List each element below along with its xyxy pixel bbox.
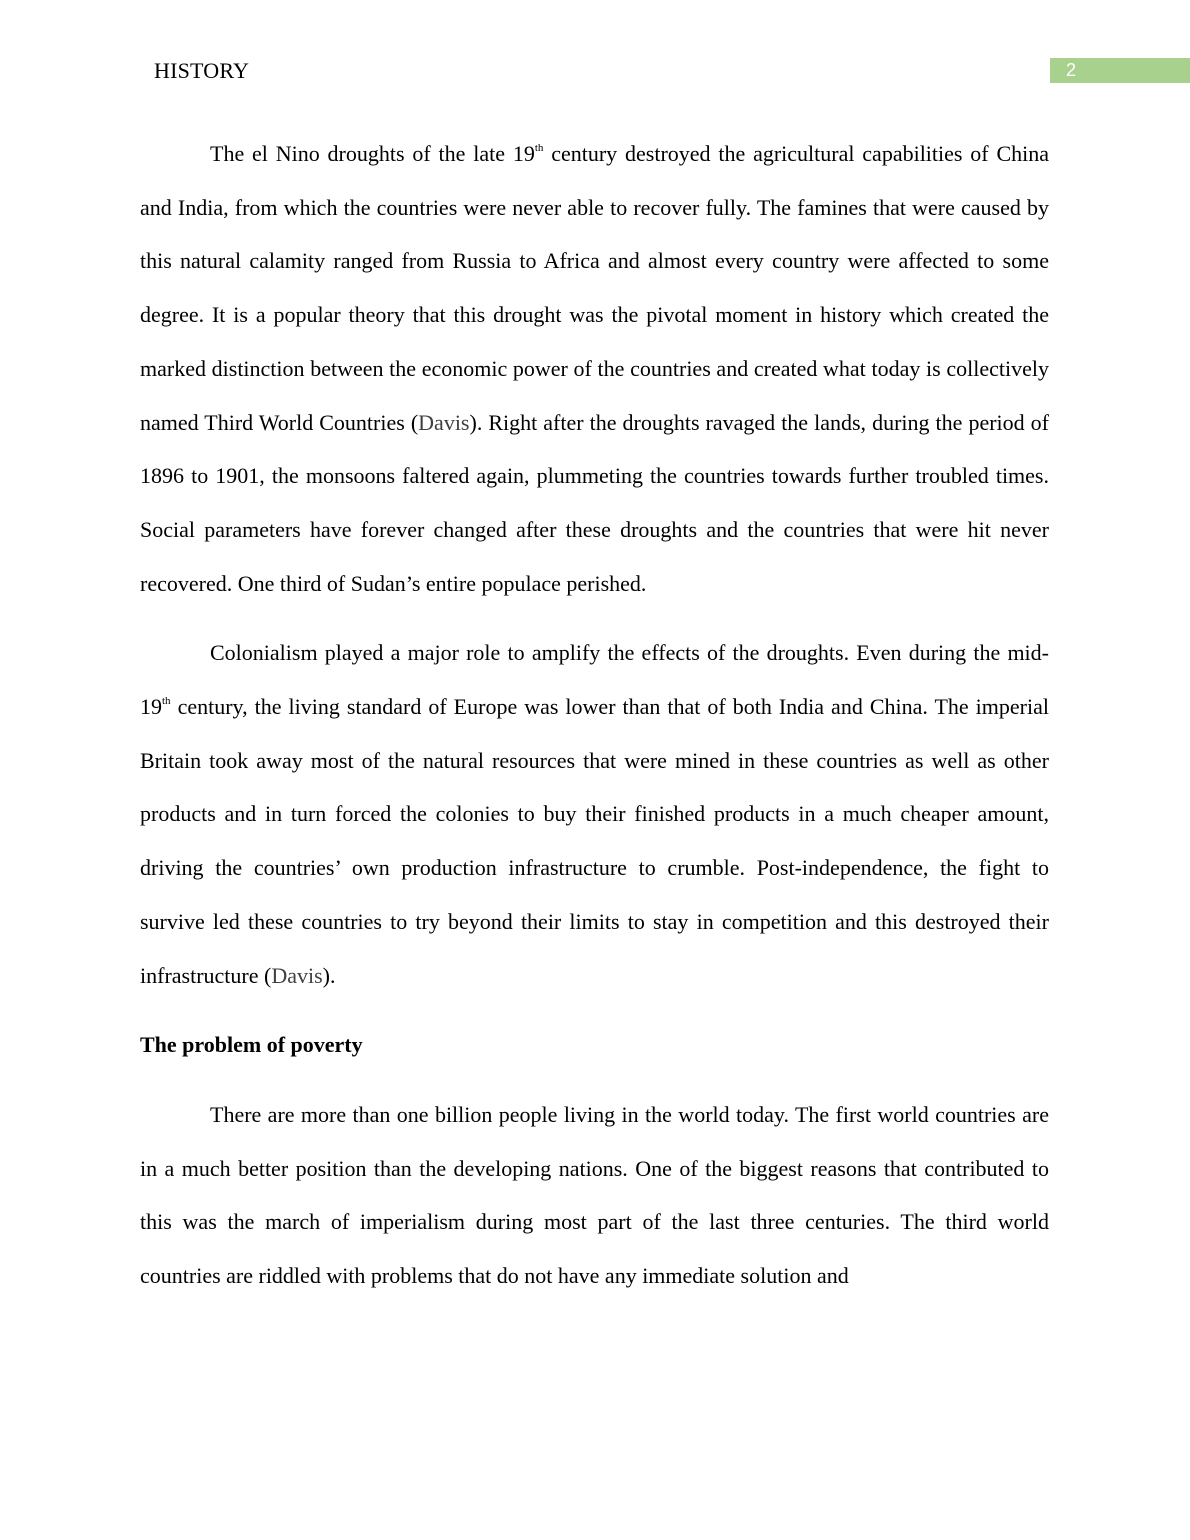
section-heading: The problem of poverty: [140, 1032, 363, 1058]
page-number: 2: [1066, 60, 1077, 80]
paragraph-poverty: [140, 1088, 1049, 1303]
paragraph-text: century destroyed the agricultural capabilities of China and India, from which the countries were never able to recover fully. The famines that were caused by this natural calamity ranged from Russia to Africa and almost every country were affected to some degree. It is a popular theory that this drought was the pivotal moment in history which created the marked distinction between the economic power of the countries and created what today is collectively named Third World Countries (: [140, 141, 1050, 435]
running-head: HISTORY: [154, 58, 250, 83]
paragraph-text: ).: [322, 962, 336, 988]
citation: Davis: [271, 962, 323, 988]
page-number-bar: [1050, 58, 1190, 83]
paragraph-text: There are more than one billion people living in the world today. The first world countries are in a much better position than the developing nations. One of the biggest reasons that contributed to this was the march of imperialism during most part of the last three centuries. The third world countries are riddled with problems that do not have any immediate solution and: [140, 1101, 1049, 1289]
paragraph-colonialism: [140, 626, 1049, 1002]
superscript: th: [534, 142, 544, 154]
paragraph-text: The el Nino droughts of the late 19: [210, 141, 535, 166]
paragraph-text: Colonialism played a major role to amplify the effects of the droughts. Even during the mid-19: [140, 640, 1049, 720]
paragraph-el-nino-droughts: [140, 127, 1049, 610]
superscript: th: [162, 695, 171, 708]
paragraph-text: century, the living standard of Europe was lower than that of both India and China. The imperial Britain took away most of the natural resources that were mined in these countries as well as other products and in turn forced the colonies to buy their finished products in a much cheaper amount, driving the countries’ own production infrastructure to crumble. Post-independence, the fight to survive led these countries to try beyond their limits to stay in competition and this destroyed their infrastructure (: [140, 694, 1049, 988]
document-body: [140, 127, 1049, 1319]
paragraph-text: ). Right after the droughts ravaged the lands, during the period of 1896 to 1901, the monsoons faltered again, plummeting the countries towards further troubled times. Social parameters have forever changed after these droughts and the countries that were hit never recovered. One third of Sudan’s entire populace perished.: [140, 409, 1049, 596]
citation: Davis: [418, 409, 470, 435]
